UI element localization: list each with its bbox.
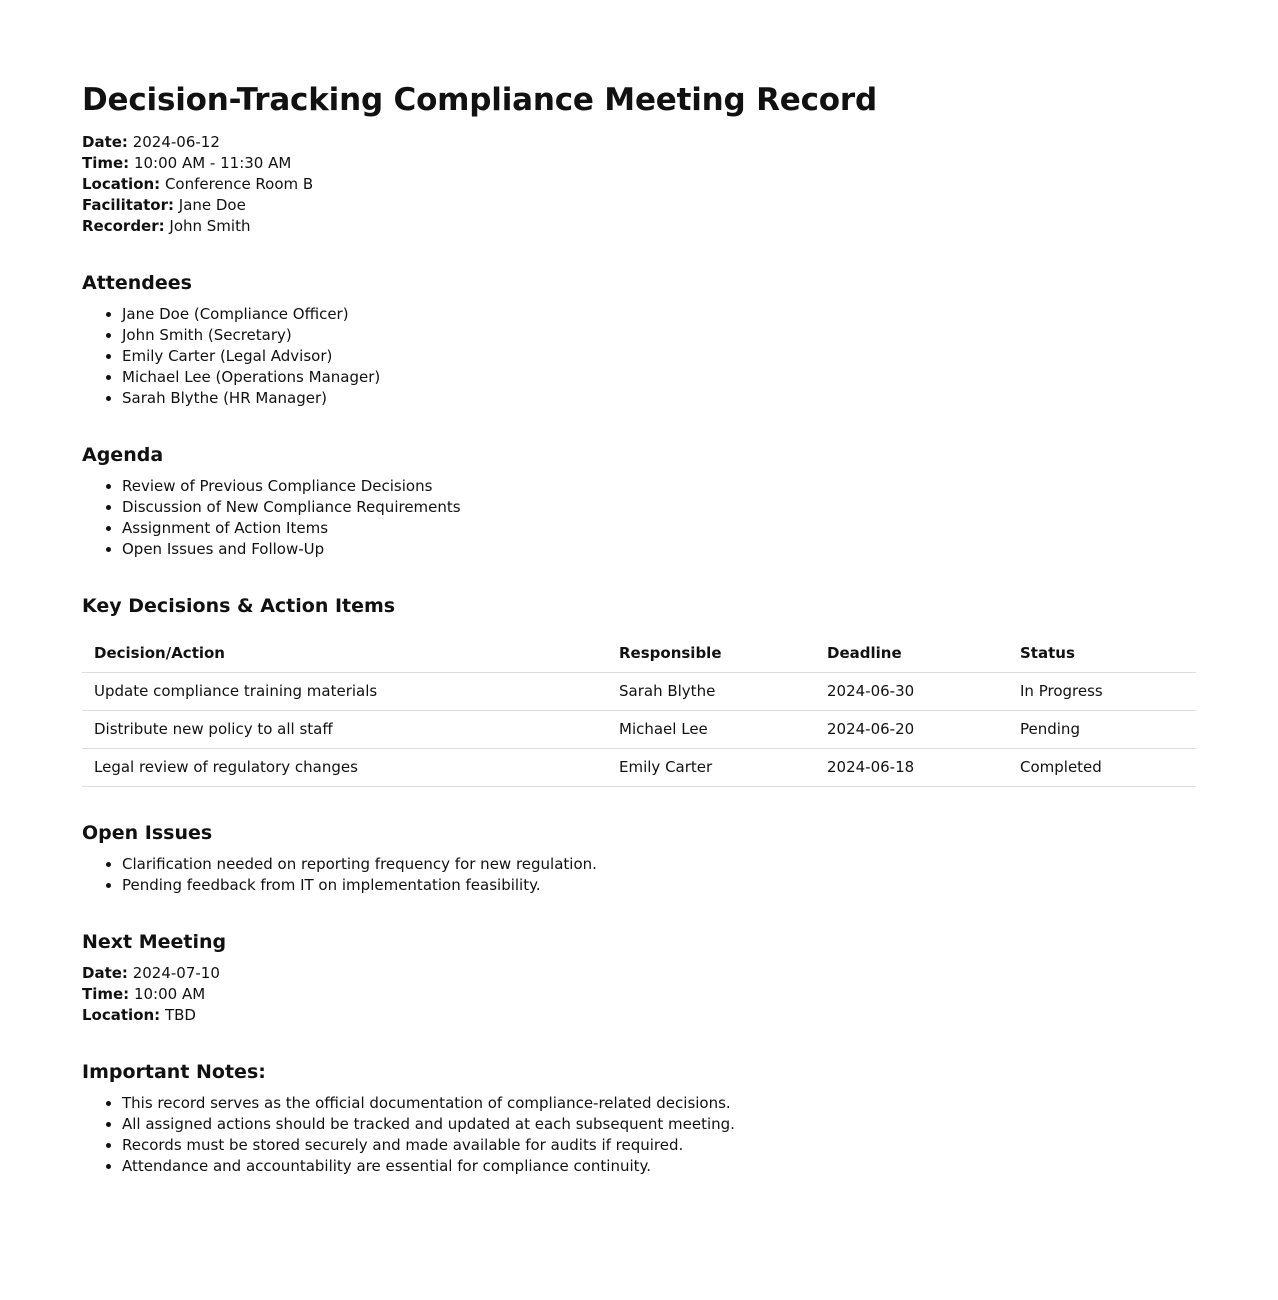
notes-section	[82, 1060, 1196, 1177]
list-item: • Assignment of Action Items	[122, 518, 1196, 539]
open-issues-list	[82, 854, 1196, 896]
meeting-facilitator-label: Facilitator:	[82, 196, 174, 214]
table-row	[82, 673, 1196, 711]
open-issues-heading: Open Issues	[82, 822, 213, 844]
next-meeting-time-label: Time:	[82, 985, 130, 1003]
decisions-heading: Key Decisions & Action Items	[82, 595, 396, 617]
next-meeting-date	[82, 963, 1196, 984]
table-header-row	[82, 634, 1196, 673]
next-meeting-location-value: TBD	[164, 1006, 196, 1024]
decisions-table	[82, 634, 1196, 787]
meeting-date-label: Date:	[82, 133, 128, 151]
attendees-section	[82, 271, 1196, 409]
deadline-cell: 2024-06-20	[815, 711, 1008, 749]
agenda-section	[82, 443, 1196, 560]
meeting-location	[82, 174, 1196, 195]
responsible-cell: Michael Lee	[607, 711, 815, 749]
attendees-list	[82, 304, 1196, 409]
list-item: • Emily Carter (Legal Advisor)	[122, 346, 1196, 367]
meeting-details	[82, 132, 1196, 237]
list-item: • This record serves as the official documentation of compliance-related decisions.	[122, 1093, 1196, 1114]
list-item: • Review of Previous Compliance Decisions	[122, 476, 1196, 497]
decision-cell: Legal review of regulatory changes	[82, 749, 607, 787]
list-item: • John Smith (Secretary)	[122, 325, 1196, 346]
meeting-date	[82, 132, 1196, 153]
column-header-decision: Decision/Action	[82, 634, 607, 673]
next-meeting-heading: Next Meeting	[82, 931, 227, 953]
list-item: • Attendance and accountability are essential for compliance continuity.	[122, 1156, 1196, 1177]
status-cell: Completed	[1008, 749, 1196, 787]
deadline-cell: 2024-06-18	[815, 749, 1008, 787]
notes-list	[82, 1093, 1196, 1177]
column-header-responsible: Responsible	[607, 634, 815, 673]
responsible-cell: Sarah Blythe	[607, 673, 815, 711]
table-row	[82, 749, 1196, 787]
meeting-facilitator-value: Jane Doe	[178, 196, 246, 214]
meeting-time	[82, 153, 1196, 174]
list-item: • Michael Lee (Operations Manager)	[122, 367, 1196, 388]
list-item: • All assigned actions should be tracked and updated at each subsequent meeting.	[122, 1114, 1196, 1135]
next-meeting-time-value: 10:00 AM	[133, 985, 206, 1003]
meeting-recorder	[82, 216, 1196, 237]
notes-heading: Important Notes:	[82, 1061, 266, 1083]
meeting-facilitator	[82, 195, 1196, 216]
open-issues-section	[82, 821, 1196, 896]
meeting-time-label: Time:	[82, 154, 130, 172]
decisions-section	[82, 594, 1196, 787]
list-item: • Pending feedback from IT on implementation feasibility.	[122, 875, 1196, 896]
list-item: • Sarah Blythe (HR Manager)	[122, 388, 1196, 409]
list-item: • Jane Doe (Compliance Officer)	[122, 304, 1196, 325]
list-item: • Discussion of New Compliance Requirements	[122, 497, 1196, 518]
status-cell: In Progress	[1008, 673, 1196, 711]
meeting-recorder-label: Recorder:	[82, 217, 165, 235]
decision-cell: Distribute new policy to all staff	[82, 711, 607, 749]
list-item: • Open Issues and Follow-Up	[122, 539, 1196, 560]
meeting-time-value: 10:00 AM - 11:30 AM	[133, 154, 292, 172]
next-meeting-date-value: 2024-07-10	[132, 964, 220, 982]
decision-cell: Update compliance training materials	[82, 673, 607, 711]
next-meeting-location	[82, 1005, 1196, 1026]
column-header-deadline: Deadline	[815, 634, 1008, 673]
meeting-recorder-value: John Smith	[169, 217, 251, 235]
deadline-cell: 2024-06-30	[815, 673, 1008, 711]
list-item: • Records must be stored securely and made available for audits if required.	[122, 1135, 1196, 1156]
meeting-date-value: 2024-06-12	[132, 133, 220, 151]
next-meeting-date-label: Date:	[82, 964, 128, 982]
next-meeting-time	[82, 984, 1196, 1005]
responsible-cell: Emily Carter	[607, 749, 815, 787]
attendees-heading: Attendees	[82, 272, 192, 294]
status-cell: Pending	[1008, 711, 1196, 749]
next-meeting-location-label: Location:	[82, 1006, 161, 1024]
agenda-heading: Agenda	[82, 444, 164, 466]
meeting-location-label: Location:	[82, 175, 161, 193]
agenda-list	[82, 476, 1196, 560]
table-row	[82, 711, 1196, 749]
page-title: Decision-Tracking Compliance Meeting Record	[82, 82, 877, 118]
meeting-location-value: Conference Room B	[164, 175, 314, 193]
column-header-status: Status	[1008, 634, 1196, 673]
next-meeting-section	[82, 930, 1196, 1026]
list-item: • Clarification needed on reporting frequency for new regulation.	[122, 854, 1196, 875]
